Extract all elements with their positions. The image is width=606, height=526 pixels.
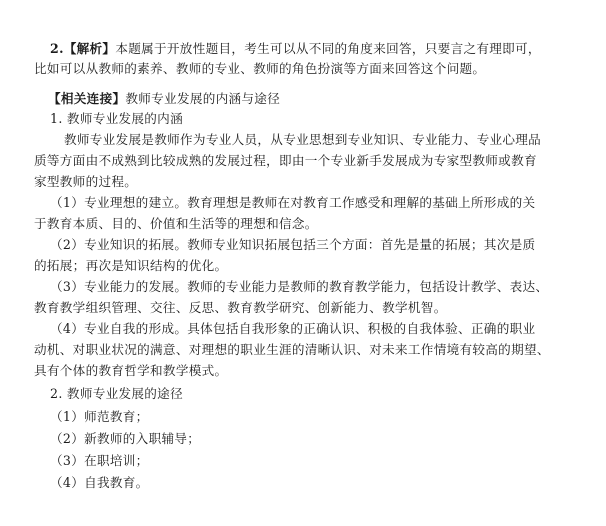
section-1-intro-line-3: 家型教师的过程。 bbox=[34, 174, 138, 189]
section-1-title: 1. 教师专业发展的内涵 bbox=[50, 111, 183, 126]
section-1-item-4-line-1: （4）专业自我的形成。具体包括自我形象的正确认识、积极的自我体验、正确的职业 bbox=[50, 321, 536, 336]
section-1-item-1-line-2: 于教育本质、目的、价值和生活等的理想和信念。 bbox=[34, 216, 318, 231]
section-1-item-2-line-2: 的拓展；再次是知识结构的优化。 bbox=[34, 258, 228, 273]
section-2-item-3: （3）在职培训； bbox=[50, 453, 149, 468]
section-1-item-2-line-1: （2）专业知识的拓展。教师专业知识拓展包括三个方面：首先是量的拓展；其次是质 bbox=[50, 237, 536, 252]
related-heading bbox=[48, 90, 280, 108]
section-2-item-2: （2）新教师的入职辅导； bbox=[50, 431, 201, 446]
related-title: 教师专业发展的内涵与途径 bbox=[125, 91, 281, 106]
analysis-text-1: 本题属于开放性题目，考生可以从不同的角度来回答，只要言之有理即可， bbox=[115, 41, 541, 56]
section-2-item-1: （1）师范教育； bbox=[50, 409, 149, 424]
section-2-item-4: （4）自我教育。 bbox=[50, 475, 149, 490]
related-tag: 【相关连接】 bbox=[48, 91, 126, 106]
section-1-item-1-line-1: （1）专业理想的建立。教育理想是教师在对教育工作感受和理解的基础上所形成的关 bbox=[50, 195, 536, 210]
section-2-title: 2. 教师专业发展的途径 bbox=[50, 386, 183, 401]
analysis-line-1 bbox=[50, 40, 541, 58]
section-1-item-3-line-1: （3）专业能力的发展。教师的专业能力是教师的教育教学能力，包括设计教学、表达、 bbox=[50, 279, 549, 294]
section-1-item-3-line-2: 教育教学组织管理、交往、反思、教育教学研究、创新能力、教学机智。 bbox=[34, 300, 447, 315]
analysis-line-2: 比如可以从教师的素养、教师的专业、教师的角色扮演等方面来回答这个问题。 bbox=[34, 61, 486, 76]
section-1-item-4-line-2: 动机、对职业状况的满意、对理想的职业生涯的清晰认识、对未来工作情境有较高的期望、 bbox=[34, 342, 550, 357]
section-1-intro-line-2: 质等方面由不成熟到比较成熟的发展过程，即由一个专业新手发展成为专家型教师或教育 bbox=[34, 153, 537, 168]
analysis-tag: 【解析】 bbox=[63, 41, 116, 56]
section-1-intro-line-1: 教师专业发展是教师作为专业人员，从专业思想到专业知识、专业能力、专业心理品 bbox=[64, 132, 542, 147]
section-1-item-4-line-3: 具有个体的教育哲学和教学模式。 bbox=[34, 363, 228, 378]
analysis-number: 2. bbox=[50, 41, 64, 56]
